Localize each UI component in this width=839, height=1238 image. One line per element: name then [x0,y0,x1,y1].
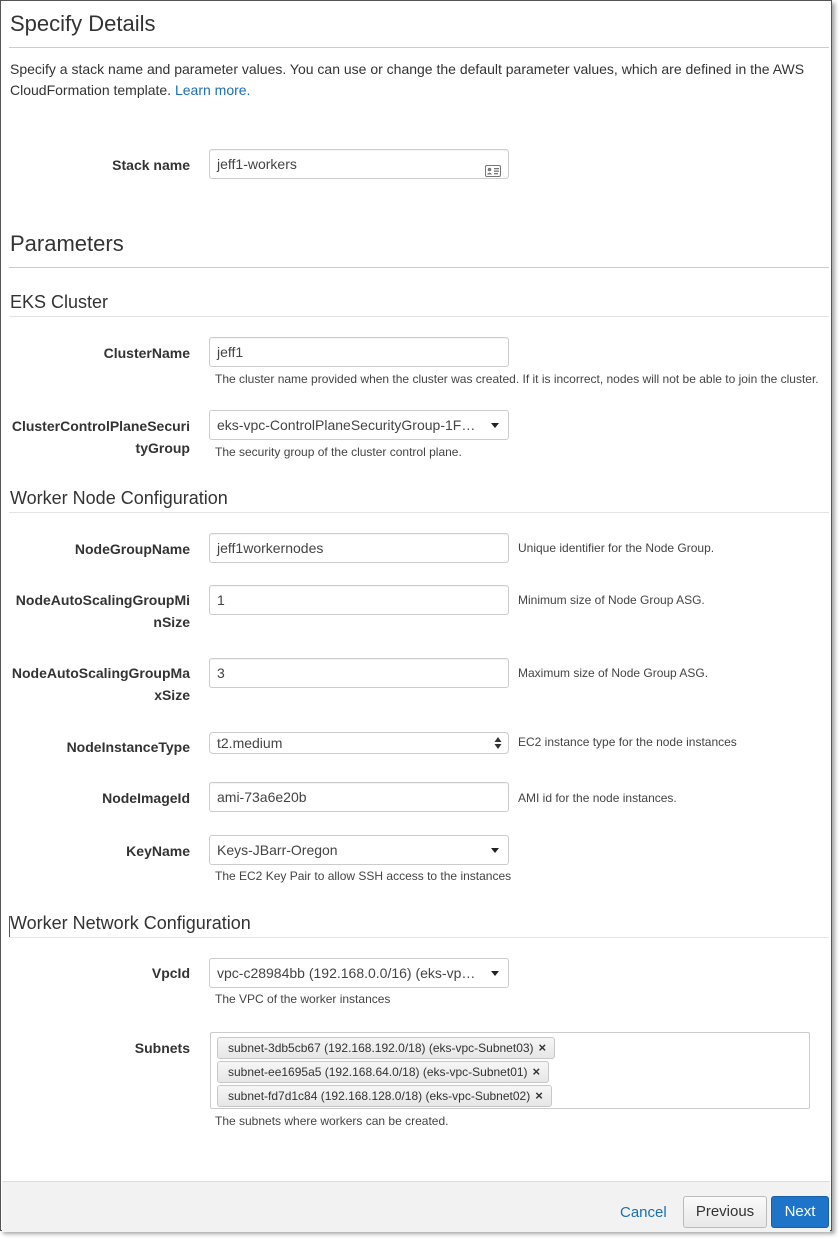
min-size-input[interactable] [209,585,509,615]
max-size-help: Maximum size of Node Group ASG. [518,666,709,680]
intro-text [10,59,825,101]
max-size-label-line2: xSize [154,687,190,703]
node-group-name-label: NodeGroupName [74,541,190,557]
max-size-label [10,662,190,706]
updown-arrows-icon [494,735,502,751]
min-size-label-line2: nSize [153,614,190,630]
image-id-input[interactable] [209,782,509,812]
subnets-multiselect[interactable] [210,1032,810,1109]
vpc-value: vpc-c28984bb (192.168.0.0/16) (eks-vp… [217,965,476,981]
subnet-tag [217,1085,552,1107]
instance-type-help: EC2 instance type for the node instances [518,735,737,749]
title-divider [9,47,829,48]
caret-down-icon [491,848,499,853]
key-name-help: The EC2 Key Pair to allow SSH access to the instances [215,869,512,883]
previous-button[interactable]: Previous [683,1196,767,1228]
intro-line1: Specify a stack name and parameter values. You can use or change the default parameter values, which are defined in the AWS [10,61,805,77]
cluster-name-value: jeff1 [217,344,244,360]
caret-down-icon [491,971,499,976]
max-size-value: 3 [217,665,225,681]
node-group-name-help: Unique identifier for the Node Group. [518,541,715,555]
subnet-tag-label: subnet-fd7d1c84 (192.168.128.0/18) (eks-vpc-Subnet02) [228,1089,531,1103]
stack-name-input[interactable] [209,149,509,179]
control-plane-sg-select[interactable] [209,410,509,440]
key-name-value: Keys-JBarr-Oregon [217,842,338,858]
node-group-name-value: jeff1workernodes [217,540,324,556]
max-size-input[interactable] [209,658,509,688]
worker-network-divider [9,937,829,938]
subnet-tag-label: subnet-ee1695a5 (192.168.64.0/18) (eks-vpc-Subnet01) [228,1065,528,1079]
close-icon[interactable]: × [532,1064,541,1079]
min-size-label-line1: NodeAutoScalingGroupMi [15,592,190,608]
min-size-label [10,589,190,633]
vpc-select[interactable] [209,958,509,988]
subnet-tag [217,1061,549,1083]
stack-name-label: Stack name [112,157,190,173]
max-size-label-line1: NodeAutoScalingGroupMa [11,665,190,681]
cluster-name-help: The cluster name provided when the cluster was created. If it is incorrect, nodes will not be able to join the cluster. [215,372,819,386]
vpc-label: VpcId [151,965,190,981]
key-name-label: KeyName [126,843,190,859]
learn-more-link[interactable]: Learn more. [174,82,251,98]
node-group-name-input[interactable] [209,533,509,563]
vpc-help: The VPC of the worker instances [215,992,391,1006]
image-id-value: ami-73a6e20b [217,789,307,805]
cluster-name-input[interactable] [209,337,509,367]
page-title: Specify Details [10,11,156,36]
eks-cluster-divider [9,316,829,317]
control-plane-sg-label-line1: ClusterControlPlaneSecuri [11,418,190,434]
worker-network-heading: Worker Network Configuration [10,913,251,933]
eks-cluster-heading: EKS Cluster [10,292,109,312]
min-size-help: Minimum size of Node Group ASG. [518,593,705,607]
subnets-label: Subnets [134,1040,190,1056]
intro-line2: CloudFormation template. [10,82,172,98]
subnet-tag-label: subnet-3db5cb67 (192.168.192.0/18) (eks-vpc-Subnet03) [228,1041,534,1055]
control-plane-sg-label-line2: tyGroup [135,440,190,456]
worker-node-divider [9,512,829,513]
parameters-heading: Parameters [10,231,124,256]
subnets-help: The subnets where workers can be created. [215,1114,449,1128]
text-cursor [9,916,10,938]
worker-node-heading: Worker Node Configuration [10,488,228,508]
instance-type-select[interactable] [209,732,509,754]
instance-type-value: t2.medium [217,735,283,751]
image-id-help: AMI id for the node instances. [518,791,677,805]
cancel-link[interactable]: Cancel [620,1204,667,1221]
wizard-footer [2,1181,830,1232]
cluster-name-label: ClusterName [103,345,190,361]
min-size-value: 1 [217,592,225,608]
control-plane-sg-help: The security group of the cluster control plane. [215,445,462,459]
close-icon[interactable]: × [535,1088,543,1103]
next-button[interactable]: Next [771,1196,829,1228]
subnet-tag [217,1037,555,1059]
stack-name-value: jeff1-workers [217,156,297,172]
image-id-label: NodeImageId [102,790,190,806]
caret-down-icon [491,423,499,428]
key-name-select[interactable] [209,835,509,865]
control-plane-sg-value: eks-vpc-ControlPlaneSecurityGroup-1F… [217,417,476,433]
contact-card-icon [485,158,501,179]
parameters-divider [9,267,829,268]
instance-type-label: NodeInstanceType [66,739,190,755]
control-plane-sg-label [10,415,190,459]
close-icon[interactable]: × [538,1040,547,1055]
